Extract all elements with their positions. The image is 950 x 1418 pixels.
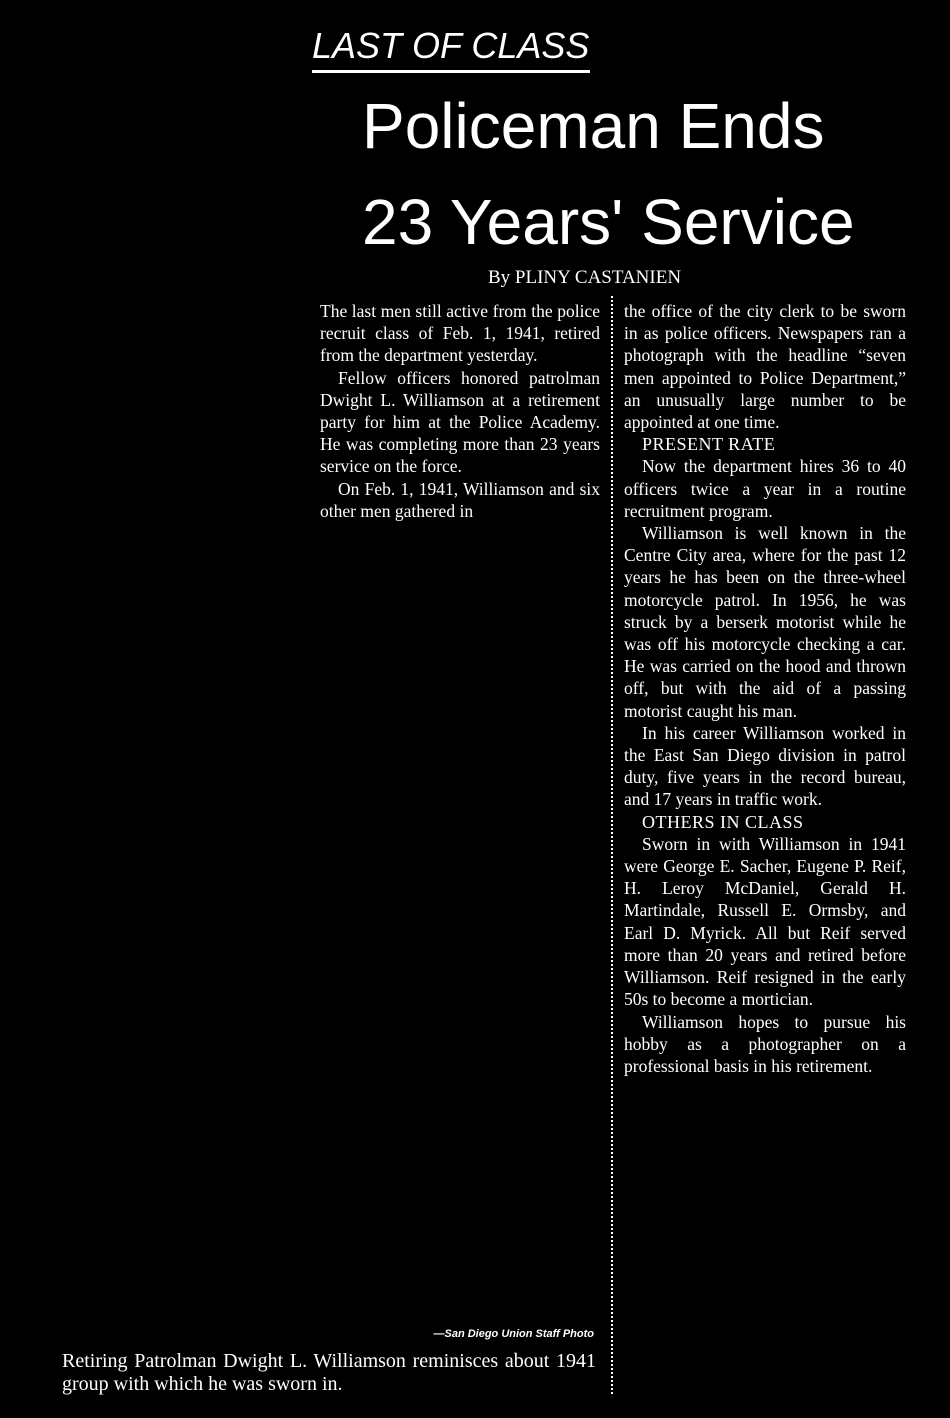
paragraph: On Feb. 1, 1941, Williamson and six other men gathered in	[320, 478, 600, 521]
column-divider	[611, 296, 613, 1394]
paragraph: Sworn in with Williamson in 1941 were George E. Sacher, Eugene P. Reif, H. Leroy McDaniel, Gerald H. Martindale, Russell E. Ormsby, and Earl D. Myrick. All but Reif served more than 20 years and retired before Williamson. Reif resigned in the early 50s to become a mortician.	[624, 833, 906, 1010]
right-column	[624, 300, 906, 1077]
byline: By PLINY CASTANIEN	[488, 267, 682, 288]
kicker: LAST OF CLASS	[312, 28, 590, 73]
subhead-present-rate: PRESENT RATE	[642, 434, 776, 455]
headline-line-2: 23 Years' Service	[362, 186, 855, 258]
paragraph: Now the department hires 36 to 40 officers twice a year in a routine recruitment program.	[624, 456, 906, 521]
photo-placeholder	[60, 580, 600, 1325]
headline-line-1: Policeman Ends	[362, 90, 825, 162]
photo-caption: Retiring Patrolman Dwight L. Williamson reminisces about 1941 group with which he was sworn in.	[62, 1350, 596, 1395]
subhead-others-in-class: OTHERS IN CLASS	[642, 811, 804, 832]
headline	[362, 78, 855, 270]
paragraph: Williamson hopes to pursue his hobby as a photographer on a professional basis in his retirement.	[624, 1011, 906, 1076]
paragraph: Williamson is well known in the Centre City area, where for the past 12 years he has been on the three-wheel motorcycle patrol. In 1956, he was struck by a berserk motorist while he was off his motorcycle checking a car. He was carried on the hood and thrown off, but with the aid of a passing motorist caught his man.	[624, 523, 906, 721]
paragraph: In his career Williamson worked in the East San Diego division in patrol duty, five years in the record bureau, and 17 years in traffic work.	[624, 722, 906, 810]
paragraph: The last men still active from the police recruit class of Feb. 1, 1941, retired from the department yesterday.	[320, 301, 600, 366]
left-column	[320, 300, 600, 522]
paragraph: the office of the city clerk to be sworn in as police officers. Newspapers ran a photograph with the headline “seven men appointed to Police Department,” an unusually large number to be appointed at one time.	[624, 301, 906, 433]
paragraph: Fellow officers honored patrolman Dwight L. Williamson at a retirement party for him at the Police Academy. He was completing more than 23 years service on the force.	[320, 367, 600, 477]
photo-credit: —San Diego Union Staff Photo	[433, 1328, 594, 1340]
